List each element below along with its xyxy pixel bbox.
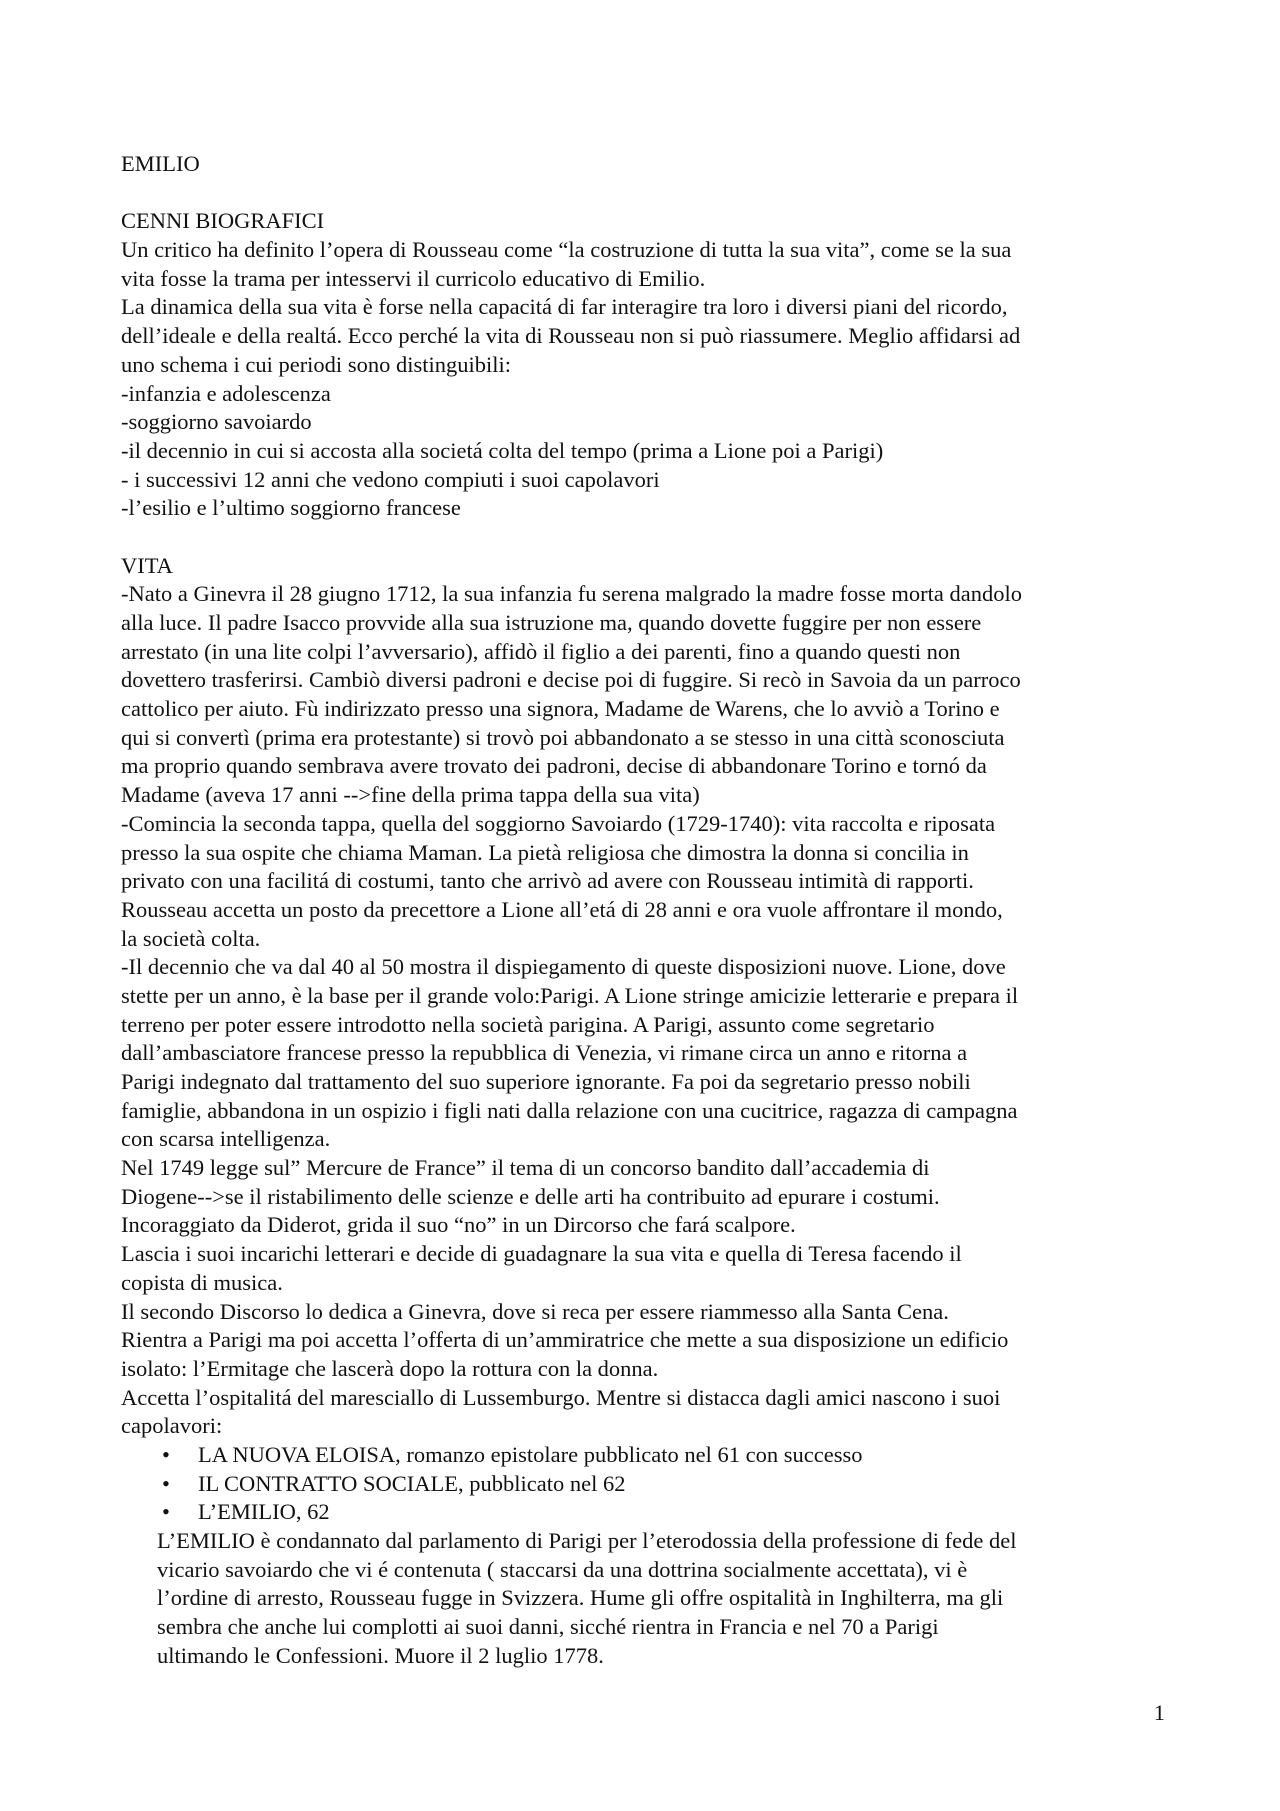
vita-text <box>121 580 1166 1441</box>
paragraph-line: L’EMILIO è condannato dal parlamento di Parigi per l’eterodossia della professione di fede del <box>157 1528 1017 1553</box>
paragraph-line: l’ordine di arresto, Rousseau fugge in Svizzera. Hume gli offre ospitalità in Inghilterra, ma gli <box>157 1585 1004 1611</box>
masterpieces-list <box>121 1441 1166 1527</box>
section-heading-cenni-biografici: CENNI BIOGRAFICI <box>121 208 325 234</box>
paragraph-line: privato con una facilitá di costumi, tanto che arrivò ad avere con Rousseau intimità di rapporti. <box>121 868 974 894</box>
document-title: EMILIO <box>121 151 200 176</box>
list-item <box>121 1441 1166 1470</box>
paragraph-line: Lascia i suoi incarichi letterari e decide di guadagnare la sua vita e quella di Teresa facendo il <box>121 1241 962 1267</box>
blank-line <box>121 523 1166 552</box>
paragraph-line: capolavori: <box>121 1413 223 1439</box>
paragraph-line: la società colta. <box>121 925 261 951</box>
paragraph-line: Rousseau accetta un posto da precettore a Lione all’etá di 28 anni e ora vuole affrontare il mondo, <box>121 896 1003 922</box>
list-item-text: LA NUOVA ELOISA, romanzo epistolare pubblicato nel 61 con successo <box>198 1441 863 1467</box>
paragraph-line: Parigi indegnato dal trattamento del suo superiore ignorante. Fa poi da segretario presso nobili <box>121 1069 971 1094</box>
paragraph-line: La dinamica della sua vita è forse nella capacitá di far interagire tra loro i diversi piani del ricordo, <box>121 294 1008 320</box>
paragraph-line: Nel 1749 legge sul” Mercure de France” il tema di un concorso bandito dall’accademia di <box>121 1155 930 1181</box>
paragraph-line: -Il decennio che va dal 40 al 50 mostra il dispiegamento di queste disposizioni nuove. Lione, dove <box>121 954 1006 980</box>
paragraph-line: Un critico ha definito l’opera di Rousseau come “la costruzione di tutta la sua vita”, come se la sua <box>121 237 1012 263</box>
paragraph-line: Madame (aveva 17 anni -->fine della prima tappa della sua vita) <box>121 782 700 808</box>
paragraph-line: Accetta l’ospitalitá del maresciallo di Lussemburgo. Mentre si distacca dagli amici nascono i suoi <box>121 1384 1001 1410</box>
paragraph-line: cattolico per aiuto. Fù indirizzato presso una signora, Madame de Warens, che lo avviò a Torino e <box>121 696 1000 722</box>
paragraph-line: stette per un anno, è la base per il grande volo:Parigi. A Lione stringe amicizie letterarie e prepara il <box>121 982 1019 1008</box>
list-item <box>121 1498 1166 1527</box>
paragraph-line: terreno per poter essere introdotto nella società parigina. A Parigi, assunto come segretario <box>121 1011 935 1037</box>
paragraph-line: dall’ambasciatore francese presso la repubblica di Venezia, vi rimane circa un anno e ritorna a <box>121 1040 968 1066</box>
paragraph-line: Il secondo Discorso lo dedica a Ginevra, dove si reca per essere riammesso alla Santa Cena. <box>121 1298 949 1324</box>
paragraph-line: dovettero trasferirsi. Cambiò diversi padroni e decise poi di fuggire. Si recò in Savoia da un parroco <box>121 667 1021 693</box>
paragraph-line: famiglie, abbandona in un ospizio i figli nati dalla relazione con una cucitrice, ragazza di campagna <box>121 1097 1018 1123</box>
paragraph-line: -Nato a Ginevra il 28 giugno 1712, la sua infanzia fu serena malgrado la madre fosse morta dandolo <box>121 581 1022 607</box>
paragraph-line: Incoraggiato da Diderot, grida il suo “no” in un Dircorso che fará scalpore. <box>121 1212 796 1238</box>
list-item <box>121 1470 1166 1499</box>
paragraph-line: uno schema i cui periodi sono distinguibili: <box>121 351 511 377</box>
paragraph-line: Rientra a Parigi ma poi accetta l’offerta di un’ammiratrice che mette a sua disposizione un edificio <box>121 1327 1009 1353</box>
list-item-text: L’EMILIO, 62 <box>198 1499 330 1525</box>
bullet-icon: • <box>162 1499 170 1525</box>
closing-paragraph <box>121 1527 1166 1670</box>
period-list-item: -il decennio in cui si accosta alla societá colta del tempo (prima a Lione poi a Parigi) <box>121 437 884 463</box>
page-number: 1 <box>1153 1700 1165 1725</box>
paragraph-line: con scarsa intelligenza. <box>121 1126 331 1152</box>
paragraph-line: sembra che anche lui complotti ai suoi danni, sicché rientra in Francia e nel 70 a Parigi <box>157 1614 939 1640</box>
paragraph-line: ultimando le Confessioni. Muore il 2 luglio 1778. <box>157 1642 604 1668</box>
paragraph-line: presso la sua ospite che chiama Maman. La pietà religiosa che dimostra la donna si concilia in <box>121 839 969 865</box>
paragraph-line: qui si convertì (prima era protestante) si trovò poi abbandonato a se stesso in una città sconosciuta <box>121 724 1005 750</box>
paragraph-line: copista di musica. <box>121 1269 283 1295</box>
document-body <box>121 150 1166 1670</box>
paragraph-line: Diogene-->se il ristabilimento delle scienze e delle arti ha contribuito ad epurare i costumi. <box>121 1183 940 1209</box>
paragraph-line: isolato: l’Ermitage che lascerà dopo la rottura con la donna. <box>121 1355 659 1381</box>
blank-line <box>121 179 1166 208</box>
bullet-icon: • <box>162 1441 170 1467</box>
paragraph-line: vicario savoiardo che vi é contenuta ( staccarsi da una dottrina socialmente accettata), vi è <box>157 1556 968 1582</box>
bullet-icon: • <box>162 1470 170 1496</box>
section-heading-vita: VITA <box>121 552 173 578</box>
period-list-item: -soggiorno savoiardo <box>121 409 312 435</box>
paragraph-line: -Comincia la seconda tappa, quella del soggiorno Savoiardo (1729-1740): vita raccolta e riposata <box>121 810 996 836</box>
paragraph-line: vita fosse la trama per intesservi il curricolo educativo di Emilio. <box>121 265 706 291</box>
period-list-item: -l’esilio e l’ultimo soggiorno francese <box>121 495 461 521</box>
list-item-text: IL CONTRATTO SOCIALE, pubblicato nel 62 <box>198 1470 626 1496</box>
period-list-item: - i successivi 12 anni che vedono compiuti i suoi capolavori <box>121 466 660 492</box>
paragraph-line: ma proprio quando sembrava avere trovato dei padroni, decise di abbandonare Torino e tornó da <box>121 753 987 779</box>
paragraph-line: arrestato (in una lite colpi l’avversario), affidò il figlio a dei parenti, fino a quando questi non <box>121 638 961 664</box>
paragraph-line: alla luce. Il padre Isacco provvide alla sua istruzione ma, quando dovette fuggire per non essere <box>121 610 982 635</box>
paragraph-line: dell’ideale e della realtá. Ecco perché la vita di Rousseau non si può riassumere. Meglio affidarsi ad <box>121 323 1021 349</box>
period-list-item: -infanzia e adolescenza <box>121 380 331 406</box>
